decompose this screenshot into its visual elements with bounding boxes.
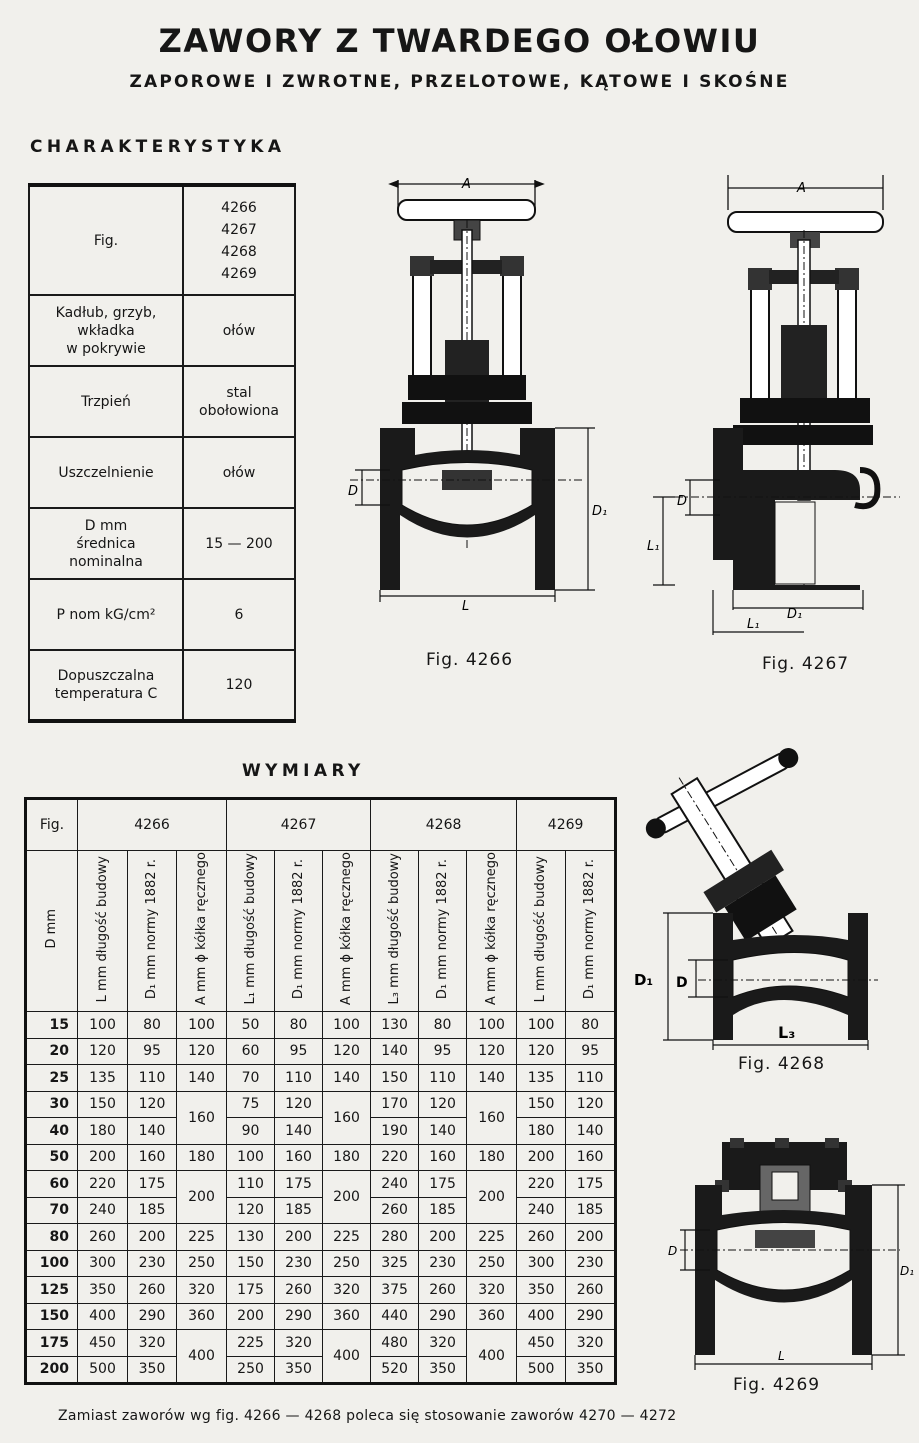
table-cell: 160 <box>177 1091 227 1144</box>
table-cell: 320 <box>566 1330 616 1357</box>
table-cell: 320 <box>275 1330 323 1357</box>
table-row <box>26 1118 616 1145</box>
table-cell: 520 <box>371 1356 419 1384</box>
table-cell: 110 <box>275 1065 323 1092</box>
table-row <box>29 295 295 366</box>
dim-D1-label: D₁ <box>634 971 654 989</box>
table-cell: 190 <box>371 1118 419 1145</box>
char-label: Dopuszczalna temperatura C <box>29 650 183 721</box>
table-cell: 175 <box>419 1171 467 1198</box>
table-cell: 95 <box>566 1038 616 1065</box>
table-cell: 150 <box>78 1091 128 1118</box>
table-cell: 225 <box>227 1330 275 1357</box>
table-cell: 200 <box>517 1144 566 1171</box>
fig-4267-caption: Fig. 4267 <box>762 654 850 674</box>
col-header: D₁ mm normy 1882 r. <box>144 858 159 1000</box>
table-cell: 140 <box>419 1118 467 1145</box>
table-cell: 180 <box>177 1144 227 1171</box>
table-cell: 260 <box>78 1224 128 1251</box>
table-cell: 440 <box>371 1303 419 1330</box>
table-cell: 200 <box>128 1224 177 1251</box>
table-cell: 320 <box>128 1330 177 1357</box>
col-header: A mm ϕ kółka ręcznego <box>193 852 209 1006</box>
dim-A-label: A <box>797 181 806 196</box>
table-cell: 80 <box>566 1012 616 1039</box>
table-cell: 140 <box>467 1065 517 1092</box>
table-cell: 450 <box>517 1330 566 1357</box>
table-cell: 120 <box>275 1091 323 1118</box>
table-cell: 135 <box>517 1065 566 1092</box>
table-cell: 325 <box>371 1250 419 1277</box>
table-cell: 350 <box>275 1356 323 1384</box>
table-row <box>26 1224 616 1251</box>
table-cell: 70 <box>26 1197 78 1224</box>
table-cell: 400 <box>517 1303 566 1330</box>
table-row <box>26 1197 616 1224</box>
table-cell: 180 <box>467 1144 517 1171</box>
table-cell: 230 <box>566 1250 616 1277</box>
table-cell: 130 <box>227 1224 275 1251</box>
col-header: D₁ mm normy 1882 r. <box>434 858 450 1000</box>
table-cell: 140 <box>275 1118 323 1145</box>
char-value: 4266 4267 4268 4269 <box>183 185 295 295</box>
table-cell: 110 <box>128 1065 177 1092</box>
table-cell: 175 <box>128 1171 177 1198</box>
table-cell: 320 <box>323 1277 371 1304</box>
table-cell: 170 <box>371 1091 419 1118</box>
table-cell: 290 <box>128 1303 177 1330</box>
table-cell: 200 <box>78 1144 128 1171</box>
table-cell: 175 <box>227 1277 275 1304</box>
table-cell: 120 <box>323 1038 371 1065</box>
fig-4267-drawing <box>645 170 915 640</box>
table-cell: 185 <box>275 1197 323 1224</box>
table-cell: 120 <box>419 1091 467 1118</box>
char-label: Uszczelnienie <box>29 437 183 508</box>
table-cell: 290 <box>566 1303 616 1330</box>
group-header-4268: 4268 <box>371 799 517 851</box>
table-cell: 160 <box>275 1144 323 1171</box>
table-row <box>26 1303 616 1330</box>
table-cell: 50 <box>26 1144 78 1171</box>
fig-4266-drawing <box>330 170 610 670</box>
char-value: 120 <box>183 650 295 721</box>
col-header: A mm ϕ kółka ręcznego <box>338 852 354 1006</box>
table-cell: 260 <box>419 1277 467 1304</box>
table-cell: 225 <box>467 1224 517 1251</box>
dim-D-label: D <box>677 494 688 509</box>
table-cell: 135 <box>78 1065 128 1092</box>
table-row <box>26 1091 616 1118</box>
dim-D1-label: D₁ <box>787 607 803 622</box>
table-cell: 160 <box>128 1144 177 1171</box>
table-cell: 70 <box>227 1065 275 1092</box>
table-cell: 400 <box>177 1330 227 1384</box>
characteristics-table <box>28 183 296 723</box>
table-cell: 360 <box>177 1303 227 1330</box>
table-cell: 15 <box>26 1012 78 1039</box>
table-row <box>29 579 295 650</box>
table-row <box>29 366 295 437</box>
dim-D-label: D <box>668 1244 678 1258</box>
table-cell: 500 <box>78 1356 128 1384</box>
fig-4269-caption: Fig. 4269 <box>733 1375 821 1395</box>
table-cell: 250 <box>323 1250 371 1277</box>
table-row <box>26 1144 616 1171</box>
table-cell: 125 <box>26 1277 78 1304</box>
col-header: L₁ mm długość budowy <box>242 853 258 1005</box>
table-cell: 260 <box>371 1197 419 1224</box>
table-cell: 150 <box>371 1065 419 1092</box>
table-cell: 500 <box>517 1356 566 1384</box>
table-cell: 160 <box>566 1144 616 1171</box>
table-cell: 100 <box>323 1012 371 1039</box>
table-cell: 320 <box>419 1330 467 1357</box>
col-header: D₁ mm normy 1882 r. <box>290 858 306 1000</box>
char-label: Fig. <box>29 185 183 295</box>
table-cell: 200 <box>419 1224 467 1251</box>
table-cell: 200 <box>323 1171 371 1224</box>
table-cell: 160 <box>323 1091 371 1144</box>
table-cell: 130 <box>371 1012 419 1039</box>
table-cell: 100 <box>517 1012 566 1039</box>
table-row <box>26 1065 616 1092</box>
table-cell: 180 <box>517 1118 566 1145</box>
table-row <box>26 1277 616 1304</box>
table-cell: 120 <box>227 1197 275 1224</box>
char-label: D mm średnica nominalna <box>29 508 183 579</box>
table-cell: 75 <box>227 1091 275 1118</box>
table-cell: 260 <box>566 1277 616 1304</box>
table-cell: 350 <box>566 1356 616 1384</box>
dim-L3-label: L₃ <box>778 1023 796 1042</box>
table-cell: 150 <box>517 1091 566 1118</box>
table-cell: 180 <box>323 1144 371 1171</box>
table-row <box>26 1330 616 1357</box>
table-cell: 140 <box>323 1065 371 1092</box>
char-label: P nom kG/cm² <box>29 579 183 650</box>
table-cell: 200 <box>467 1171 517 1224</box>
table-cell: 140 <box>371 1038 419 1065</box>
page-title: ZAWORY Z TWARDEGO OŁOWIU <box>158 22 761 60</box>
table-cell: 95 <box>419 1038 467 1065</box>
table-row <box>29 650 295 721</box>
dim-D1-label: D₁ <box>900 1264 915 1278</box>
table-row <box>29 508 295 579</box>
table-cell: 80 <box>26 1224 78 1251</box>
table-cell: 280 <box>371 1224 419 1251</box>
table-cell: 350 <box>517 1277 566 1304</box>
table-cell: 240 <box>78 1197 128 1224</box>
table-cell: 320 <box>177 1277 227 1304</box>
group-header-4269: 4269 <box>517 799 616 851</box>
table-cell: 250 <box>177 1250 227 1277</box>
table-cell: 20 <box>26 1038 78 1065</box>
col-header: D₁ mm normy 1882 r. <box>582 858 598 1000</box>
char-label: Kadłub, grzyb, wkładka w pokrywie <box>29 295 183 366</box>
table-cell: 360 <box>323 1303 371 1330</box>
table-cell: 95 <box>275 1038 323 1065</box>
table-cell: 80 <box>419 1012 467 1039</box>
dim-L-label: L <box>778 1349 785 1363</box>
characteristics-heading: CHARAKTERYSTYKA <box>30 137 286 157</box>
dim-D1-label: D₁ <box>592 504 608 519</box>
table-cell: 225 <box>177 1224 227 1251</box>
dim-L-label: L <box>462 599 470 614</box>
table-cell: 120 <box>517 1038 566 1065</box>
table-cell: 300 <box>78 1250 128 1277</box>
table-cell: 140 <box>566 1118 616 1145</box>
table-cell: 240 <box>371 1171 419 1198</box>
table-cell: 400 <box>78 1303 128 1330</box>
table-cell: 360 <box>467 1303 517 1330</box>
table-cell: 300 <box>517 1250 566 1277</box>
char-value: 15 — 200 <box>183 508 295 579</box>
table-cell: 250 <box>227 1356 275 1384</box>
fig-header: Fig. <box>26 799 78 851</box>
table-row <box>29 437 295 508</box>
table-cell: 250 <box>467 1250 517 1277</box>
table-cell: 120 <box>177 1038 227 1065</box>
table-row <box>26 1356 616 1384</box>
table-cell: 150 <box>227 1250 275 1277</box>
char-label: Trzpień <box>29 366 183 437</box>
table-cell: 90 <box>227 1118 275 1145</box>
table-cell: 140 <box>128 1118 177 1145</box>
table-cell: 350 <box>78 1277 128 1304</box>
table-cell: 320 <box>467 1277 517 1304</box>
table-row <box>26 1250 616 1277</box>
fig-4269-drawing <box>660 1130 915 1375</box>
table-cell: 110 <box>419 1065 467 1092</box>
table-cell: 60 <box>26 1171 78 1198</box>
table-cell: 120 <box>78 1038 128 1065</box>
fig-4268-drawing <box>628 735 918 1053</box>
dim-D-label: D <box>348 484 359 499</box>
table-cell: 95 <box>128 1038 177 1065</box>
table-row <box>26 1171 616 1198</box>
table-cell: 290 <box>275 1303 323 1330</box>
table-cell: 260 <box>275 1277 323 1304</box>
table-cell: 200 <box>26 1356 78 1384</box>
table-cell: 400 <box>323 1330 371 1384</box>
table-cell: 220 <box>517 1171 566 1198</box>
table-cell: 225 <box>323 1224 371 1251</box>
table-row <box>26 1012 616 1039</box>
table-cell: 350 <box>128 1356 177 1384</box>
table-cell: 25 <box>26 1065 78 1092</box>
table-cell: 200 <box>275 1224 323 1251</box>
table-cell: 150 <box>26 1303 78 1330</box>
table-cell: 450 <box>78 1330 128 1357</box>
table-cell: 240 <box>517 1197 566 1224</box>
table-cell: 110 <box>566 1065 616 1092</box>
table-cell: 200 <box>566 1224 616 1251</box>
char-value: stal obołowiona <box>183 366 295 437</box>
table-cell: 160 <box>467 1091 517 1144</box>
table-cell: 120 <box>128 1091 177 1118</box>
col-header: A mm ϕ kółka ręcznego <box>483 852 499 1006</box>
table-cell: 175 <box>275 1171 323 1198</box>
table-cell: 100 <box>177 1012 227 1039</box>
table-row <box>26 1038 616 1065</box>
dim-A-label: A <box>462 177 471 192</box>
table-cell: 230 <box>419 1250 467 1277</box>
table-row <box>29 185 295 295</box>
table-cell: 120 <box>467 1038 517 1065</box>
fig-4266-caption: Fig. 4266 <box>426 650 514 670</box>
table-cell: 80 <box>128 1012 177 1039</box>
col-header: L mm długość budowy <box>94 855 110 1003</box>
char-value: ołów <box>183 437 295 508</box>
table-cell: 100 <box>467 1012 517 1039</box>
table-cell: 50 <box>227 1012 275 1039</box>
char-value: ołów <box>183 295 295 366</box>
table-cell: 290 <box>419 1303 467 1330</box>
dn-header: D mm <box>44 909 59 949</box>
table-cell: 260 <box>128 1277 177 1304</box>
table-cell: 175 <box>26 1330 78 1357</box>
dimensions-heading: WYMIARY <box>242 761 365 781</box>
col-header: L mm długość budowy <box>533 855 549 1003</box>
group-header-4267: 4267 <box>227 799 371 851</box>
table-cell: 120 <box>566 1091 616 1118</box>
table-cell: 350 <box>419 1356 467 1384</box>
table-cell: 160 <box>419 1144 467 1171</box>
table-cell: 200 <box>227 1303 275 1330</box>
table-cell: 180 <box>78 1118 128 1145</box>
group-header-4266: 4266 <box>78 799 227 851</box>
table-cell: 175 <box>566 1171 616 1198</box>
table-cell: 100 <box>26 1250 78 1277</box>
table-cell: 100 <box>227 1144 275 1171</box>
table-cell: 230 <box>275 1250 323 1277</box>
dimensions-body <box>26 1012 616 1384</box>
dim-L1-label: L₁ <box>647 539 660 554</box>
char-value: 6 <box>183 579 295 650</box>
table-cell: 375 <box>371 1277 419 1304</box>
table-cell: 185 <box>419 1197 467 1224</box>
table-cell: 400 <box>467 1330 517 1384</box>
col-header: L₃ mm długość budowy <box>386 853 402 1005</box>
table-cell: 260 <box>517 1224 566 1251</box>
table-cell: 220 <box>78 1171 128 1198</box>
table-cell: 40 <box>26 1118 78 1145</box>
table-cell: 140 <box>177 1065 227 1092</box>
table-cell: 60 <box>227 1038 275 1065</box>
footer-note: Zamiast zaworów wg fig. 4266 — 4268 poleca się stosowanie zaworów 4270 — 4272 <box>58 1408 677 1424</box>
table-cell: 100 <box>78 1012 128 1039</box>
dim-D-label: D <box>676 975 688 991</box>
table-cell: 185 <box>566 1197 616 1224</box>
table-cell: 80 <box>275 1012 323 1039</box>
table-cell: 230 <box>128 1250 177 1277</box>
dimensions-table <box>24 797 617 1385</box>
fig-4268-caption: Fig. 4268 <box>738 1054 826 1074</box>
table-cell: 110 <box>227 1171 275 1198</box>
table-cell: 220 <box>371 1144 419 1171</box>
table-cell: 30 <box>26 1091 78 1118</box>
dim-L1-label: L₁ <box>747 617 760 632</box>
table-cell: 185 <box>128 1197 177 1224</box>
table-cell: 200 <box>177 1171 227 1224</box>
table-cell: 480 <box>371 1330 419 1357</box>
page-subtitle: ZAPOROWE I ZWROTNE, PRZELOTOWE, KĄTOWE I SKOŚNE <box>129 72 790 92</box>
